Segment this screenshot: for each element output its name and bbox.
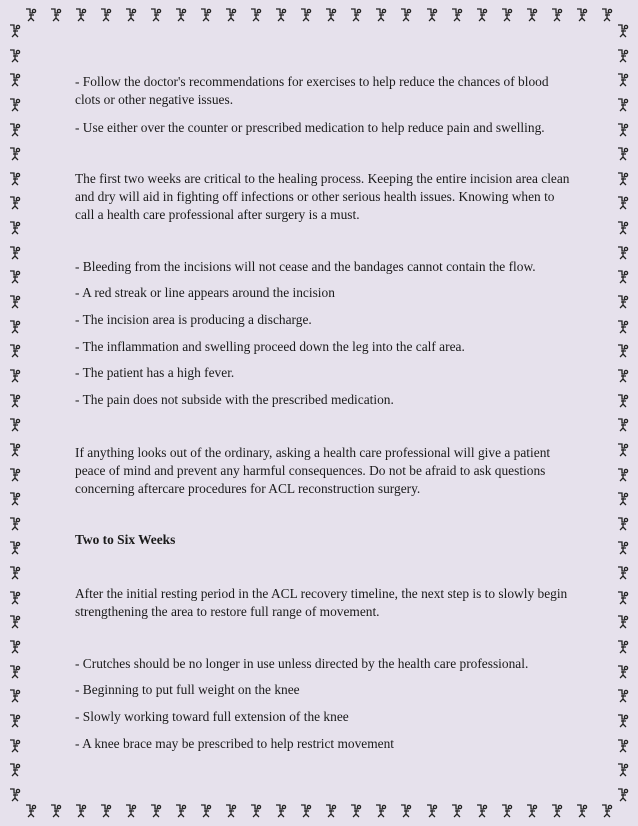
figure-ornament-icon xyxy=(616,147,630,161)
figure-ornament-icon xyxy=(616,221,630,235)
figure-ornament-icon xyxy=(475,804,489,818)
border-right xyxy=(614,24,632,802)
figure-ornament-icon xyxy=(199,8,213,22)
figure-ornament-icon xyxy=(500,804,514,818)
figure-ornament-icon xyxy=(616,640,630,654)
figure-ornament-icon xyxy=(399,804,413,818)
figure-ornament-icon xyxy=(8,640,22,654)
figure-ornament-icon xyxy=(8,344,22,358)
figure-ornament-icon xyxy=(349,804,363,818)
paragraph-after-resting: After the initial resting period in the ACL recovery timeline, the next step is to slowly begin strengthening the area to restore full range of movement. xyxy=(75,586,568,619)
figure-ornament-icon xyxy=(616,541,630,555)
figure-ornament-icon xyxy=(616,172,630,186)
bullet-red-streak: - A red streak or line appears around the incision xyxy=(75,285,335,300)
figure-ornament-icon xyxy=(616,295,630,309)
figure-ornament-icon xyxy=(74,8,88,22)
bullet-discharge: - The incision area is producing a discharge. xyxy=(75,312,312,327)
figure-ornament-icon xyxy=(616,246,630,260)
figure-ornament-icon xyxy=(324,804,338,818)
figure-ornament-icon xyxy=(8,394,22,408)
figure-ornament-icon xyxy=(8,714,22,728)
figure-ornament-icon xyxy=(124,804,138,818)
figure-ornament-icon xyxy=(274,8,288,22)
figure-ornament-icon xyxy=(616,689,630,703)
figure-ornament-icon xyxy=(8,689,22,703)
bullet-inflammation: - The inflammation and swelling proceed down the leg into the calf area. xyxy=(75,339,465,354)
figure-ornament-icon xyxy=(450,804,464,818)
figure-ornament-icon xyxy=(8,172,22,186)
figure-ornament-icon xyxy=(49,8,63,22)
figure-ornament-icon xyxy=(99,8,113,22)
figure-ornament-icon xyxy=(8,295,22,309)
figure-ornament-icon xyxy=(525,804,539,818)
figure-ornament-icon xyxy=(99,804,113,818)
figure-ornament-icon xyxy=(616,517,630,531)
figure-ornament-icon xyxy=(616,566,630,580)
figure-ornament-icon xyxy=(600,804,614,818)
figure-ornament-icon xyxy=(299,8,313,22)
bullet-full-weight: - Beginning to put full weight on the knee xyxy=(75,682,300,697)
figure-ornament-icon xyxy=(8,270,22,284)
figure-ornament-icon xyxy=(616,270,630,284)
figure-ornament-icon xyxy=(616,763,630,777)
figure-ornament-icon xyxy=(8,98,22,112)
figure-ornament-icon xyxy=(8,739,22,753)
bullet-bleeding: - Bleeding from the incisions will not cease and the bandages cannot contain the flow. xyxy=(75,259,536,274)
figure-ornament-icon xyxy=(199,804,213,818)
figure-ornament-icon xyxy=(616,344,630,358)
figure-ornament-icon xyxy=(475,8,489,22)
figure-ornament-icon xyxy=(374,8,388,22)
figure-ornament-icon xyxy=(8,49,22,63)
bullet-knee-brace: - A knee brace may be prescribed to help restrict movement xyxy=(75,736,395,751)
figure-ornament-icon xyxy=(8,147,22,161)
bullet-exercises: - Follow the doctor's recommendations for exercises to help reduce the chances of blood clots or other negative issues. xyxy=(75,74,549,107)
figure-ornament-icon xyxy=(249,804,263,818)
figure-ornament-icon xyxy=(8,517,22,531)
bullet-fever: - The patient has a high fever. xyxy=(75,365,235,380)
figure-ornament-icon xyxy=(8,788,22,802)
bullet-crutches: - Crutches should be no longer in use unless directed by the health care professional. xyxy=(75,656,529,671)
figure-ornament-icon xyxy=(616,492,630,506)
figure-ornament-icon xyxy=(616,665,630,679)
figure-ornament-icon xyxy=(8,665,22,679)
figure-ornament-icon xyxy=(616,714,630,728)
figure-ornament-icon xyxy=(8,221,22,235)
figure-ornament-icon xyxy=(616,320,630,334)
figure-ornament-icon xyxy=(616,394,630,408)
figure-ornament-icon xyxy=(249,8,263,22)
figure-ornament-icon xyxy=(550,8,564,22)
figure-ornament-icon xyxy=(8,468,22,482)
figure-ornament-icon xyxy=(399,8,413,22)
figure-ornament-icon xyxy=(616,24,630,38)
figure-ornament-icon xyxy=(149,8,163,22)
bullet-medication: - Use either over the counter or prescribed medication to help reduce pain and swelling. xyxy=(75,120,545,135)
figure-ornament-icon xyxy=(49,804,63,818)
figure-ornament-icon xyxy=(8,566,22,580)
figure-ornament-icon xyxy=(24,8,38,22)
figure-ornament-icon xyxy=(299,804,313,818)
figure-ornament-icon xyxy=(8,418,22,432)
figure-ornament-icon xyxy=(616,739,630,753)
figure-ornament-icon xyxy=(374,804,388,818)
figure-ornament-icon xyxy=(425,804,439,818)
figure-ornament-icon xyxy=(274,804,288,818)
border-left xyxy=(6,24,24,802)
figure-ornament-icon xyxy=(500,8,514,22)
border-top xyxy=(24,6,614,24)
bullet-full-extension: - Slowly working toward full extension of the knee xyxy=(75,709,349,724)
figure-ornament-icon xyxy=(349,8,363,22)
figure-ornament-icon xyxy=(616,196,630,210)
figure-ornament-icon xyxy=(8,443,22,457)
figure-ornament-icon xyxy=(8,123,22,137)
border-bottom xyxy=(24,802,614,820)
figure-ornament-icon xyxy=(8,369,22,383)
figure-ornament-icon xyxy=(616,443,630,457)
figure-ornament-icon xyxy=(174,8,188,22)
figure-ornament-icon xyxy=(8,320,22,334)
figure-ornament-icon xyxy=(550,804,564,818)
figure-ornament-icon xyxy=(575,8,589,22)
figure-ornament-icon xyxy=(149,804,163,818)
figure-ornament-icon xyxy=(616,123,630,137)
paragraph-first-two-weeks: The first two weeks are critical to the healing process. Keeping the entire incision area clean and dry will aid in fighting off infections or other serious health issues. Knowing when to call a health care professional after surgery is a must. xyxy=(75,171,570,222)
figure-ornament-icon xyxy=(8,492,22,506)
figure-ornament-icon xyxy=(324,8,338,22)
figure-ornament-icon xyxy=(8,615,22,629)
figure-ornament-icon xyxy=(8,73,22,87)
figure-ornament-icon xyxy=(224,804,238,818)
figure-ornament-icon xyxy=(24,804,38,818)
bullet-pain: - The pain does not subside with the prescribed medication. xyxy=(75,392,394,407)
figure-ornament-icon xyxy=(8,541,22,555)
figure-ornament-icon xyxy=(616,615,630,629)
figure-ornament-icon xyxy=(8,763,22,777)
figure-ornament-icon xyxy=(8,246,22,260)
figure-ornament-icon xyxy=(8,196,22,210)
figure-ornament-icon xyxy=(600,8,614,22)
figure-ornament-icon xyxy=(616,468,630,482)
figure-ornament-icon xyxy=(616,591,630,605)
figure-ornament-icon xyxy=(616,49,630,63)
figure-ornament-icon xyxy=(124,8,138,22)
figure-ornament-icon xyxy=(8,591,22,605)
figure-ornament-icon xyxy=(616,73,630,87)
figure-ornament-icon xyxy=(616,369,630,383)
figure-ornament-icon xyxy=(616,418,630,432)
figure-ornament-icon xyxy=(8,24,22,38)
figure-ornament-icon xyxy=(616,98,630,112)
figure-ornament-icon xyxy=(616,788,630,802)
figure-ornament-icon xyxy=(425,8,439,22)
figure-ornament-icon xyxy=(525,8,539,22)
figure-ornament-icon xyxy=(450,8,464,22)
paragraph-out-of-ordinary: If anything looks out of the ordinary, asking a health care professional will give a patient peace of mind and prevent any harmful consequences. Do not be afraid to ask questions concerning aftercare procedures for ACL reconstruction surgery. xyxy=(75,445,551,496)
section-heading: Two to Six Weeks xyxy=(75,532,176,547)
figure-ornament-icon xyxy=(74,804,88,818)
figure-ornament-icon xyxy=(575,804,589,818)
figure-ornament-icon xyxy=(224,8,238,22)
figure-ornament-icon xyxy=(174,804,188,818)
